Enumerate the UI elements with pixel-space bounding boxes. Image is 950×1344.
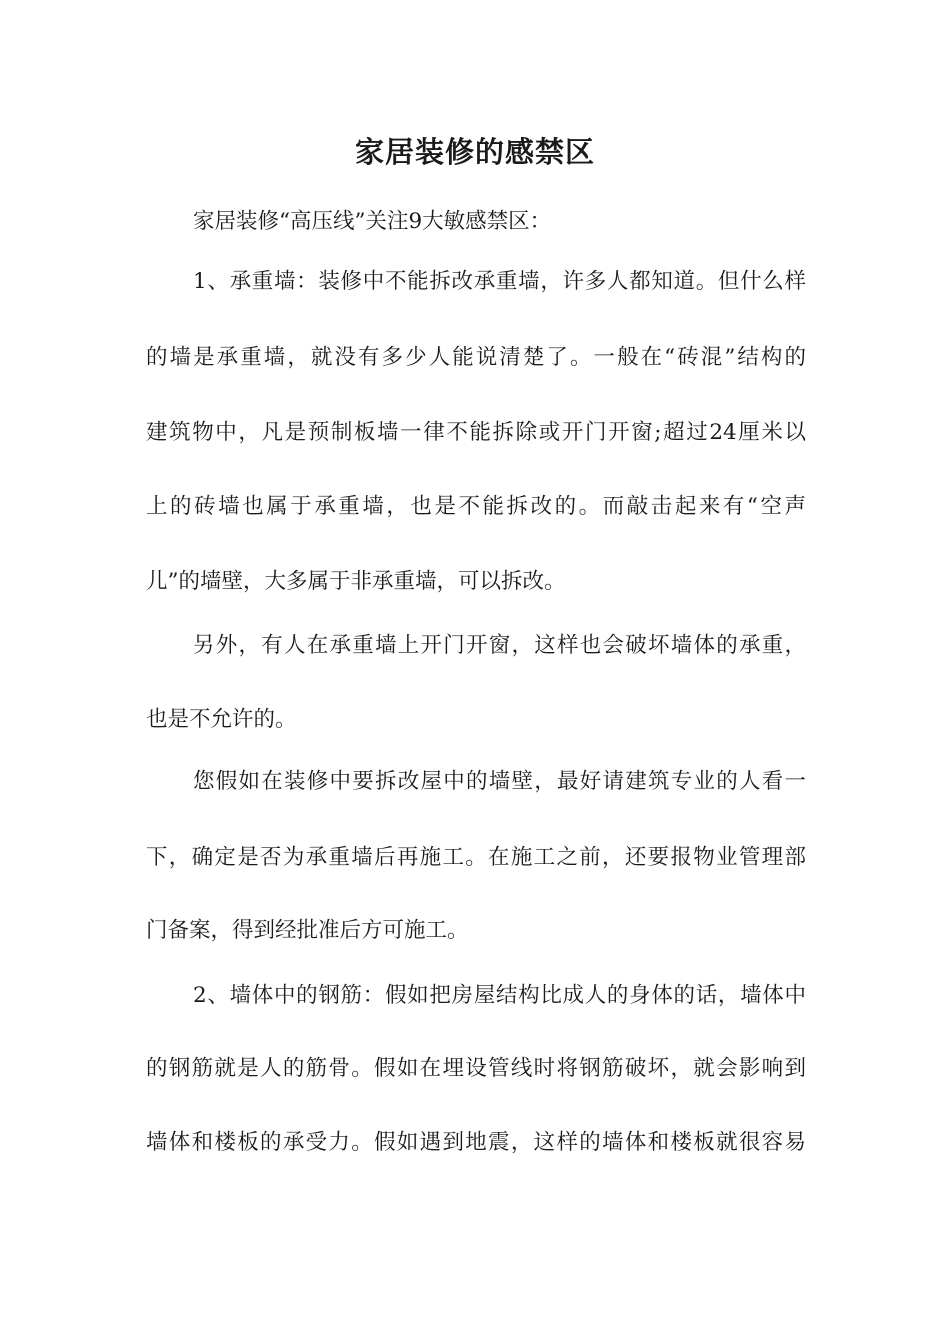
paragraph-line: 门备案，得到经批准后方可施工。	[146, 918, 469, 943]
paragraph-line: 的墙是承重墙，就没有多少人能说清楚了。一般在“砖混”结构的	[146, 345, 806, 370]
paragraph-line: 下，确定是否为承重墙后再施工。在施工之前，还要报物业管理部	[146, 845, 806, 870]
paragraph-line: 墙体和楼板的承受力。假如遇到地震，这样的墙体和楼板就很容易	[146, 1130, 806, 1155]
paragraph-line: 儿”的墙壁，大多属于非承重墙，可以拆改。	[146, 569, 566, 594]
paragraph-line: 也是不允许的。	[146, 707, 297, 732]
paragraph-line: 1、承重墙：装修中不能拆改承重墙，许多人都知道。但什么样	[193, 269, 806, 294]
paragraph-line: 您假如在装修中要拆改屋中的墙壁，最好请建筑专业的人看一	[193, 769, 806, 794]
paragraph-line: 另外，有人在承重墙上开门开窗，这样也会破坏墙体的承重，	[193, 633, 806, 658]
paragraph-line: 的钢筋就是人的筋骨。假如在埋设管线时将钢筋破坏，就会影响到	[146, 1056, 806, 1081]
paragraph-line: 建筑物中，凡是预制板墙一律不能拆除或开门开窗;超过24厘米以	[146, 420, 806, 445]
paragraph-line: 家居装修“高压线”关注9大敏感禁区：	[193, 209, 552, 234]
paragraph-line: 2、墙体中的钢筋：假如把房屋结构比成人的身体的话，墙体中	[193, 983, 806, 1008]
paragraph-line: 上的砖墙也属于承重墙，也是不能拆改的。而敲击起来有“空声	[146, 494, 806, 519]
document-title: 家居装修的感禁区	[354, 135, 595, 169]
